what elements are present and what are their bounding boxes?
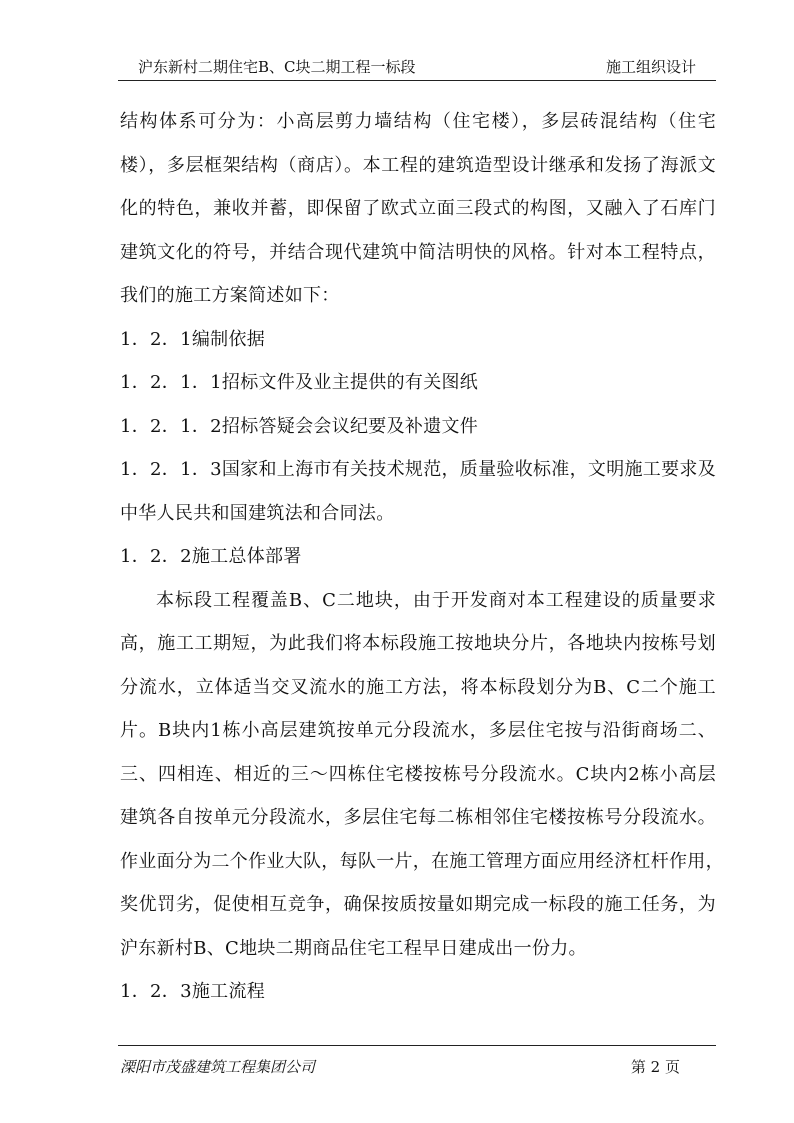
- page-body: [120, 100, 724, 1014]
- page-footer: [118, 1045, 716, 1076]
- body-line: 楼），多层框架结构（商店）。本工程的建筑造型设计继承和发扬了海派文: [120, 154, 716, 176]
- body-line: 中华人民共和国建筑法和合同法。: [120, 502, 395, 524]
- body-line: 作业面分为二个作业大队，每队一片，在施工管理方面应用经济杠杆作用，: [120, 850, 724, 872]
- body-line: 片。B块内1栋小高层建筑按单元分段流水，多层住宅按与沿街商场二、: [120, 720, 716, 741]
- page-number: 第 2 页: [630, 1058, 680, 1076]
- section-heading: 1．2．1编制依据: [120, 328, 266, 350]
- section-heading: 1．2．3施工流程: [120, 981, 266, 1002]
- header-document-type: 施工组织设计: [605, 58, 696, 76]
- header-project-title: 沪东新村二期住宅B、C块二期工程一标段: [138, 58, 416, 76]
- body-line: 分流水，立体适当交叉流水的施工方法，将本标段划分为B、C二个施工: [120, 676, 716, 698]
- body-line: 化的特色，兼收并蓄，即保留了欧式立面三段式的构图，又融入了石库门: [120, 198, 716, 219]
- paragraph-first-line: 本标段工程覆盖B、C二地块，由于开发商对本工程建设的质量要求: [156, 589, 716, 611]
- subsection-heading: 1．2．1．1招标文件及业主提供的有关图纸: [120, 372, 479, 393]
- subsection-heading: 1．2．1．2招标答疑会会议纪要及补遗文件: [120, 415, 479, 437]
- body-line: 沪东新村B、C地块二期商品住宅工程早日建成出一份力。: [120, 937, 587, 959]
- body-line: 建筑各自按单元分段流水，多层住宅每二栋相邻住宅楼按栋号分段流水。: [120, 807, 716, 828]
- body-line: 高，施工工期短，为此我们将本标段施工按地块分片，各地块内按栋号划: [120, 633, 716, 654]
- body-line: 三、四相连、相近的三～四栋住宅楼按栋号分段流水。C块内2栋小高层: [120, 763, 716, 785]
- subsection-heading: 1．2．1．3国家和上海市有关技术规范，质量验收标准，文明施工要求及: [120, 459, 717, 480]
- footer-company-name: 溧阳市茂盛建筑工程集团公司: [120, 1058, 316, 1076]
- body-line: 结构体系可分为：小高层剪力墙结构（住宅楼），多层砖混结构（住宅: [120, 111, 716, 132]
- body-line: 奖优罚劣，促使相互竞争，确保按质按量如期完成一标段的施工任务，为: [120, 894, 716, 915]
- body-line: 建筑文化的符号，并结合现代建筑中简洁明快的风格。针对本工程特点，: [120, 241, 716, 263]
- body-line: 我们的施工方案简述如下：: [120, 285, 340, 306]
- page-header: [118, 52, 716, 81]
- section-heading: 1．2．2施工总体部署: [120, 546, 302, 567]
